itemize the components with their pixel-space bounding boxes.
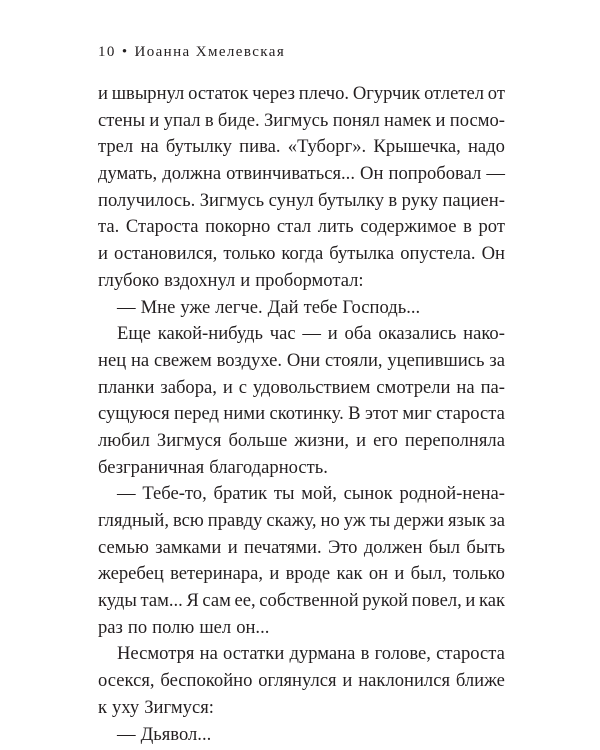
- word: переполняла: [404, 429, 505, 451]
- word: жизни,: [294, 429, 350, 451]
- text-line: [98, 295, 505, 322]
- word: с: [238, 376, 247, 398]
- word: староста: [436, 643, 505, 665]
- word: он...: [236, 616, 270, 638]
- word: через: [252, 83, 295, 104]
- text-line: [98, 241, 505, 268]
- word: биде.: [217, 109, 260, 131]
- word: староста: [436, 403, 505, 425]
- word: забора,: [160, 376, 217, 398]
- word: беспокойно: [160, 670, 253, 692]
- text-line: [98, 214, 505, 241]
- word: рукой: [362, 590, 409, 612]
- word: пациен-: [442, 189, 505, 211]
- word: уху: [112, 696, 140, 718]
- body-text: [98, 81, 505, 748]
- word: братик: [213, 483, 268, 505]
- word: быть: [466, 536, 505, 558]
- text-line: [98, 348, 505, 375]
- word: куды: [98, 590, 137, 612]
- word: Дай: [267, 296, 299, 318]
- word: и: [240, 269, 251, 291]
- word: голове,: [374, 643, 431, 665]
- word: Огурчик: [352, 83, 421, 104]
- word: —: [117, 296, 136, 318]
- word: на: [130, 349, 150, 371]
- word: от: [487, 83, 505, 104]
- word: Господь...: [342, 296, 421, 318]
- word: когда: [281, 243, 324, 265]
- word: только: [223, 243, 276, 265]
- text-line: [98, 401, 505, 428]
- word: отлетел: [424, 83, 485, 104]
- word: покорно: [205, 216, 271, 238]
- text-line: [98, 668, 505, 695]
- word: и: [327, 323, 338, 345]
- word: и: [98, 243, 108, 265]
- word: Это: [328, 536, 358, 558]
- text-line: [98, 268, 505, 295]
- word: «Туборг».: [287, 136, 367, 158]
- word: Несмотря: [117, 643, 195, 665]
- text-line: [98, 81, 505, 108]
- word: уж: [343, 510, 366, 531]
- text-line: [98, 615, 505, 642]
- word: та.: [98, 216, 120, 238]
- text-line: [98, 695, 505, 722]
- text-line: [98, 561, 505, 588]
- word: собственной: [259, 590, 359, 612]
- word: воздухе.: [216, 349, 283, 371]
- word: и: [465, 590, 476, 612]
- word: Еще: [117, 323, 151, 345]
- word: раз: [98, 616, 123, 638]
- word: был: [428, 536, 461, 558]
- word: полю: [152, 616, 195, 638]
- word: остановился,: [113, 243, 218, 265]
- word: перед: [174, 403, 219, 425]
- running-head: [98, 44, 285, 61]
- word: сущуюся: [98, 403, 170, 425]
- word: сынок: [343, 483, 393, 505]
- word: он: [368, 563, 389, 585]
- word: швырнул: [111, 83, 185, 104]
- word: должна: [162, 163, 222, 185]
- text-line: [98, 641, 505, 668]
- running-head-separator: •: [121, 44, 129, 60]
- word: час: [269, 323, 296, 345]
- word: —: [117, 723, 136, 745]
- word: упал: [163, 109, 201, 131]
- word: скажу,: [266, 510, 317, 531]
- word: плечо.: [298, 83, 350, 104]
- text-line: [98, 508, 505, 535]
- word: стал: [276, 216, 312, 238]
- word: ты: [369, 510, 391, 531]
- word: язык: [447, 510, 486, 531]
- word: и: [342, 670, 353, 692]
- word: пива.: [239, 136, 281, 158]
- text-line: [98, 188, 505, 215]
- word: В: [348, 403, 361, 425]
- word: по: [127, 616, 148, 638]
- word: —: [486, 163, 505, 185]
- word: за: [489, 510, 505, 531]
- word: как: [478, 590, 505, 612]
- word: ты: [273, 483, 295, 505]
- word: скотинку.: [269, 403, 344, 425]
- word: Крышечка,: [373, 136, 461, 158]
- word: оглянулся: [258, 670, 337, 692]
- word: на: [199, 643, 218, 665]
- word: надо: [467, 136, 505, 158]
- word: Они: [286, 349, 321, 371]
- word: опустела.: [400, 243, 476, 265]
- word: рот: [478, 216, 505, 238]
- word: отвинчиваться...: [226, 163, 355, 185]
- word: ее,: [234, 590, 256, 612]
- word: попробовал: [388, 163, 482, 185]
- word: как: [336, 563, 363, 585]
- word: Зигмуся: [156, 429, 222, 451]
- word: —: [117, 483, 136, 505]
- word: посмо-: [449, 109, 505, 131]
- text-line: [98, 428, 505, 455]
- word: печатями.: [244, 536, 322, 558]
- word: к: [98, 696, 108, 718]
- word: и: [98, 83, 108, 104]
- word: ближе: [455, 670, 505, 692]
- word: Тебе-то,: [142, 483, 207, 505]
- word: и: [227, 536, 238, 558]
- word: планки: [98, 376, 155, 398]
- word: трел: [98, 136, 134, 158]
- word: оказались: [378, 323, 457, 345]
- word: ними: [223, 403, 266, 425]
- word: больше: [228, 429, 288, 451]
- word: легче.: [215, 296, 263, 318]
- word: уцепившись: [387, 349, 485, 371]
- word: Дьявол...: [140, 723, 212, 745]
- word: какой-нибудь: [157, 323, 263, 345]
- word: стояли,: [325, 349, 383, 371]
- word: удовольствием: [252, 376, 371, 398]
- word: и: [356, 429, 367, 451]
- word: оба: [344, 323, 372, 345]
- word: но: [320, 510, 340, 531]
- word: на: [456, 376, 475, 398]
- word: жеребец: [98, 563, 164, 585]
- word: и: [269, 563, 280, 585]
- word: вроде: [285, 563, 331, 585]
- word: содержимое: [360, 216, 457, 238]
- word: Зигмусь: [199, 189, 265, 211]
- word: и: [222, 376, 233, 398]
- word: миг: [402, 403, 432, 425]
- word: сам: [202, 590, 231, 612]
- word: понял: [332, 109, 380, 131]
- word: Зигмуся:: [144, 696, 214, 718]
- word: там...: [140, 590, 183, 612]
- text-line: [98, 481, 505, 508]
- text-line: [98, 535, 505, 562]
- word: остаток: [188, 83, 249, 104]
- word: родной-нена-: [399, 483, 505, 505]
- text-line: [98, 134, 505, 161]
- word: ветеринара,: [170, 563, 264, 585]
- word: бутылку: [165, 136, 232, 158]
- word: пробормотал:: [255, 269, 364, 291]
- word: в: [360, 643, 370, 665]
- word: Зигмусь: [263, 109, 329, 131]
- word: стены: [98, 109, 146, 131]
- word: держи: [394, 510, 444, 531]
- word: бутылка: [329, 243, 395, 265]
- word: семью: [98, 536, 149, 558]
- word: всю: [172, 510, 204, 531]
- word: за: [489, 349, 505, 371]
- word: Он: [360, 163, 384, 185]
- word: Староста: [125, 216, 199, 238]
- text-line: [98, 722, 505, 749]
- word: на: [140, 136, 159, 158]
- word: смотрели: [376, 376, 451, 398]
- page-number: 10: [98, 44, 116, 60]
- word: Он: [481, 243, 505, 265]
- word: повел,: [411, 590, 462, 612]
- word: и: [435, 109, 446, 131]
- word: па-: [480, 376, 505, 398]
- text-line: [98, 108, 505, 135]
- word: лить: [317, 216, 354, 238]
- word: Мне: [140, 296, 176, 318]
- word: любил: [98, 429, 150, 451]
- text-line: [98, 455, 505, 482]
- word: вздохнул: [164, 269, 236, 291]
- word: был,: [410, 563, 447, 585]
- text-line: [98, 375, 505, 402]
- text-line: [98, 161, 505, 188]
- word: сунул: [268, 189, 314, 211]
- text-line: [98, 321, 505, 348]
- word: нако-: [463, 323, 505, 345]
- word: бутылку: [318, 189, 385, 211]
- word: его: [373, 429, 398, 451]
- word: Я: [186, 590, 199, 612]
- word: в: [388, 189, 398, 211]
- word: должен: [363, 536, 423, 558]
- word: нец: [98, 349, 127, 371]
- text-line: [98, 588, 505, 615]
- word: безграничная: [98, 456, 205, 478]
- word: думать,: [98, 163, 158, 185]
- word: и: [149, 109, 160, 131]
- word: в: [463, 216, 472, 238]
- word: получилось.: [98, 189, 196, 211]
- word: наклонился: [358, 670, 451, 692]
- word: намек: [384, 109, 432, 131]
- word: этот: [364, 403, 398, 425]
- word: шел: [199, 616, 232, 638]
- word: остатки: [223, 643, 285, 665]
- word: руку: [401, 189, 439, 211]
- word: осекся,: [98, 670, 155, 692]
- word: только: [452, 563, 505, 585]
- word: тебе: [303, 296, 338, 318]
- author-name: Иоанна Хмелевская: [134, 44, 286, 60]
- word: дурмана: [289, 643, 356, 665]
- word: глубоко: [98, 269, 160, 291]
- word: правду: [207, 510, 263, 531]
- word: глядный,: [98, 510, 170, 531]
- word: благодарность.: [209, 456, 328, 478]
- word: уже: [180, 296, 211, 318]
- word: свежем: [154, 349, 212, 371]
- word: в: [204, 109, 214, 131]
- word: —: [302, 323, 321, 345]
- word: мой,: [301, 483, 337, 505]
- word: замками: [155, 536, 222, 558]
- word: и: [394, 563, 405, 585]
